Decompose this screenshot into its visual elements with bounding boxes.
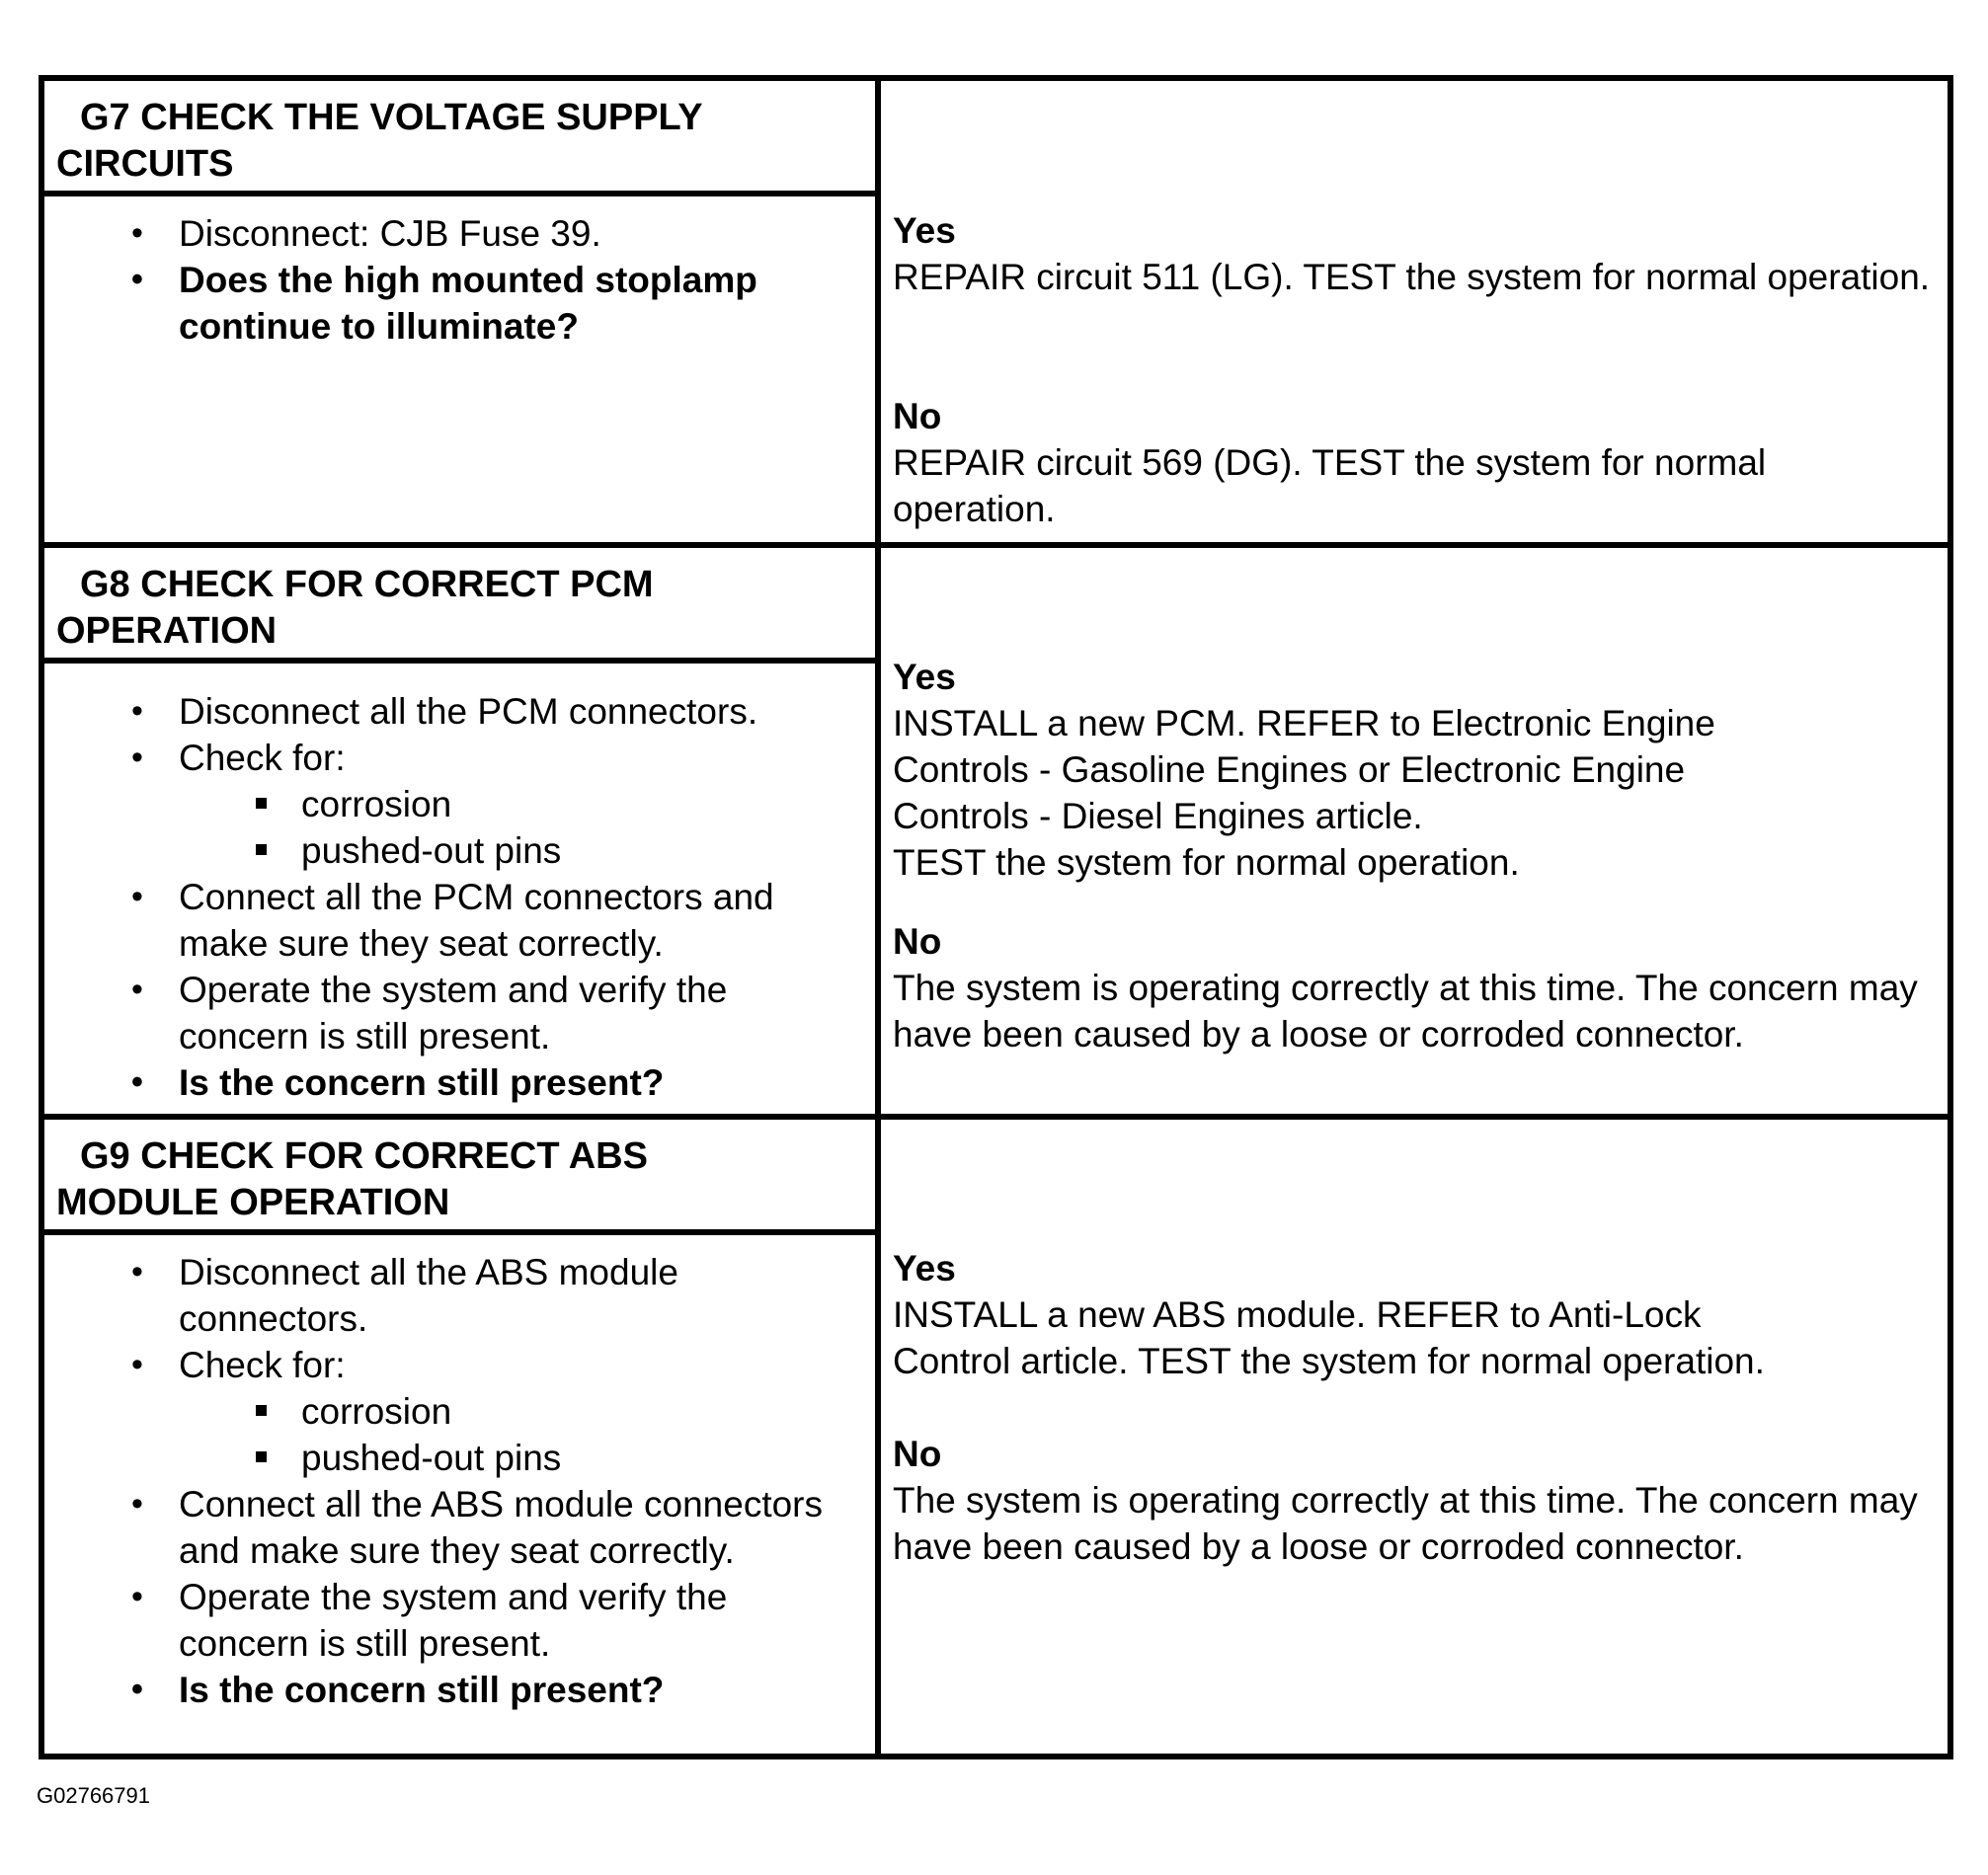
bullet-icon: •	[131, 261, 143, 298]
bullet-icon: •	[131, 971, 143, 1008]
bullet-icon: •	[131, 692, 143, 730]
step-g8	[44, 542, 1948, 1115]
step-g9-body	[44, 1249, 875, 1754]
step-g8-action-list	[44, 688, 875, 1106]
yes-text-line: Control article. TEST the system for normal operation.	[893, 1341, 1765, 1381]
action-item	[44, 1481, 875, 1574]
question-text: Is the concern still present?	[179, 1670, 665, 1710]
bullet-icon: •	[131, 1671, 143, 1708]
step-g7-actions-column	[44, 81, 881, 543]
yes-label: Yes	[893, 657, 956, 697]
no-text: The system is operating correctly at this time. The concern may have been caused by a loose or corroded connector.	[893, 968, 1918, 1055]
bullet-icon: •	[131, 1485, 143, 1523]
square-bullet-icon	[256, 1451, 267, 1462]
yes-text-line: INSTALL a new PCM. REFER to Electronic Engine	[893, 703, 1715, 743]
bullet-icon: •	[131, 739, 143, 776]
step-g9-header-line2: MODULE OPERATION	[56, 1182, 450, 1223]
check-subitem-text: pushed-out pins	[301, 830, 562, 871]
square-bullet-icon	[256, 844, 267, 855]
action-item	[44, 1342, 875, 1481]
question-text: Is the concern still present?	[179, 1062, 665, 1103]
step-g9	[44, 1114, 1948, 1754]
check-subitem-text: pushed-out pins	[301, 1438, 562, 1478]
step-g8-no-result	[893, 918, 1938, 1057]
action-text: Disconnect all the PCM connectors.	[179, 691, 758, 732]
bullet-icon: •	[131, 1346, 143, 1383]
bullet-icon: •	[131, 214, 143, 252]
check-sublist	[179, 781, 865, 874]
step-g8-header-line2: OPERATION	[56, 610, 278, 652]
check-subitem	[179, 781, 865, 827]
step-g7-results-column	[881, 81, 1948, 543]
no-label: No	[893, 396, 942, 436]
bullet-icon: •	[131, 1578, 143, 1615]
bullet-icon: •	[131, 1253, 143, 1290]
step-g8-header	[44, 548, 875, 664]
step-g7-header-line1: G7 CHECK THE VOLTAGE SUPPLY	[80, 97, 703, 138]
action-item	[44, 735, 875, 874]
step-g9-yes-result	[893, 1245, 1938, 1384]
bullet-icon: •	[131, 878, 143, 915]
step-g9-header	[44, 1120, 875, 1235]
check-subitem	[179, 1435, 865, 1481]
yes-text-line: Controls - Diesel Engines article.	[893, 796, 1423, 836]
action-text: Check for:	[179, 1345, 346, 1385]
check-sublist	[179, 1388, 865, 1481]
step-g9-actions-column	[44, 1120, 881, 1754]
step-g8-yes-result	[893, 654, 1938, 886]
question-item	[44, 1059, 875, 1106]
action-text: Check for:	[179, 738, 346, 778]
step-g7-yes-result	[893, 207, 1938, 300]
check-subitem	[179, 827, 865, 874]
yes-label: Yes	[893, 1248, 956, 1289]
action-item	[44, 874, 875, 967]
no-text: REPAIR circuit 569 (DG). TEST the system for normal operation.	[893, 442, 1767, 529]
action-text: Disconnect all the ABS module connectors.	[179, 1252, 678, 1339]
yes-text: REPAIR circuit 511 (LG). TEST the system for normal operation.	[893, 257, 1931, 297]
step-g8-results-column	[881, 548, 1948, 1115]
action-text: Operate the system and verify the concern is still present.	[179, 970, 728, 1056]
diagnostic-table	[39, 75, 1953, 1759]
action-item	[44, 967, 875, 1059]
check-subitem-text: corrosion	[301, 784, 452, 824]
step-g9-no-result	[893, 1431, 1938, 1570]
step-g7-action-list	[44, 210, 875, 350]
no-text: The system is operating correctly at this time. The concern may have been caused by a loose or corroded connector.	[893, 1480, 1918, 1567]
action-item	[44, 1249, 875, 1342]
step-g8-body	[44, 688, 875, 1115]
step-g9-action-list	[44, 1249, 875, 1713]
step-g7-body	[44, 210, 875, 543]
step-g9-results-column	[881, 1120, 1948, 1754]
square-bullet-icon	[256, 1405, 267, 1416]
square-bullet-icon	[256, 798, 267, 809]
action-text: Connect all the PCM connectors and make sure they seat correctly.	[179, 877, 774, 964]
step-g7	[44, 81, 1948, 543]
yes-text-line: TEST the system for normal operation.	[893, 842, 1520, 883]
step-g7-header	[44, 81, 875, 196]
yes-text-line: INSTALL a new ABS module. REFER to Anti-Lock	[893, 1294, 1702, 1335]
question-item	[44, 1667, 875, 1713]
step-g8-actions-column	[44, 548, 881, 1115]
check-subitem-text: corrosion	[301, 1391, 452, 1432]
check-subitem	[179, 1388, 865, 1435]
action-item	[44, 210, 875, 257]
action-text: Operate the system and verify the concern is still present.	[179, 1577, 728, 1664]
action-item	[44, 1574, 875, 1667]
action-text: Connect all the ABS module connectors and make sure they seat correctly.	[179, 1484, 823, 1571]
yes-text-line: Controls - Gasoline Engines or Electronic Engine	[893, 749, 1686, 790]
step-g7-header-line2: CIRCUITS	[56, 143, 234, 185]
question-item	[44, 257, 875, 350]
action-text: Disconnect: CJB Fuse 39.	[179, 213, 601, 254]
bullet-icon: •	[131, 1063, 143, 1101]
action-item	[44, 688, 875, 735]
yes-label: Yes	[893, 210, 956, 251]
step-g7-no-result	[893, 393, 1938, 532]
step-g8-header-line1: G8 CHECK FOR CORRECT PCM	[80, 564, 654, 605]
no-label: No	[893, 1434, 942, 1474]
step-g9-header-line1: G9 CHECK FOR CORRECT ABS	[80, 1135, 648, 1177]
no-label: No	[893, 921, 942, 962]
question-text: Does the high mounted stoplamp continue to illuminate?	[179, 260, 757, 347]
figure-id: G02766791	[37, 1783, 150, 1808]
